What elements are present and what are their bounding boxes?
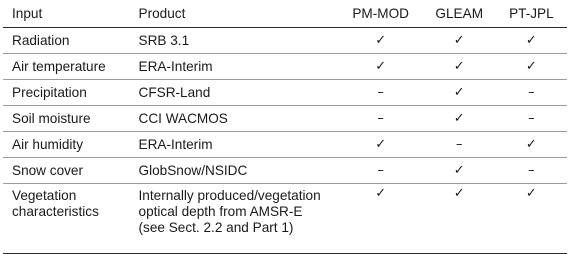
row-input: Snow cover bbox=[12, 162, 84, 178]
row-pm-mod-mark: – bbox=[377, 110, 384, 126]
table-row bbox=[3, 132, 567, 158]
header-row bbox=[3, 0, 567, 28]
row-gleam-mark: ✓ bbox=[453, 58, 465, 74]
row-input: Air temperature bbox=[12, 58, 106, 74]
row-gleam-mark: ✓ bbox=[453, 84, 465, 100]
row-pt-jpl-mark: – bbox=[528, 110, 535, 126]
row-product: CFSR-Land bbox=[138, 84, 211, 100]
row-gleam-mark: ✓ bbox=[453, 186, 465, 201]
row-input: Radiation bbox=[12, 32, 70, 48]
header-pt-jpl: PT-JPL bbox=[509, 5, 554, 21]
row-pm-mod-mark: ✓ bbox=[375, 186, 387, 201]
product-line: Internally produced/vegetation bbox=[138, 188, 321, 203]
row-product: CCI WACMOS bbox=[138, 110, 228, 126]
row-pm-mod-mark: – bbox=[377, 162, 384, 178]
table-row bbox=[3, 28, 567, 54]
row-pm-mod-mark: ✓ bbox=[375, 58, 387, 74]
row-input: Precipitation bbox=[12, 84, 87, 100]
row-pm-mod-mark: ✓ bbox=[375, 32, 387, 48]
table-row bbox=[3, 184, 567, 254]
row-input: Soil moisture bbox=[12, 110, 91, 126]
row-product: SRB 3.1 bbox=[138, 32, 190, 48]
header-input: Input bbox=[12, 5, 43, 21]
row-product: ERA-Interim bbox=[138, 58, 213, 74]
product-line: (see Sect. 2.2 and Part 1) bbox=[138, 220, 294, 235]
row-product bbox=[139, 184, 339, 254]
row-input: Air humidity bbox=[12, 136, 84, 152]
table-row bbox=[3, 54, 567, 80]
input-line: Vegetation bbox=[12, 188, 77, 203]
table-row bbox=[3, 80, 567, 106]
row-pt-jpl-mark: – bbox=[528, 84, 535, 100]
row-pt-jpl-mark: ✓ bbox=[525, 32, 537, 48]
row-gleam-mark: ✓ bbox=[453, 162, 465, 178]
table-body bbox=[3, 28, 567, 254]
row-pm-mod-mark: – bbox=[377, 84, 384, 100]
row-product: ERA-Interim bbox=[138, 136, 213, 152]
row-pt-jpl-mark: – bbox=[528, 162, 535, 178]
header-gleam: GLEAM bbox=[435, 5, 484, 21]
row-pt-jpl-mark: ✓ bbox=[525, 136, 537, 152]
row-pt-jpl-mark: ✓ bbox=[525, 58, 537, 74]
row-gleam-mark: – bbox=[455, 136, 463, 152]
header-product: Product bbox=[138, 5, 186, 21]
row-pm-mod-mark: ✓ bbox=[375, 136, 387, 152]
row-gleam-mark: ✓ bbox=[453, 110, 465, 126]
row-gleam-mark: ✓ bbox=[453, 32, 465, 48]
row-product: GlobSnow/NSIDC bbox=[138, 162, 248, 178]
product-line: optical depth from AMSR-E bbox=[138, 204, 303, 219]
input-line: characteristics bbox=[12, 204, 99, 219]
table-row bbox=[3, 158, 567, 184]
row-pt-jpl-mark: ✓ bbox=[525, 186, 537, 201]
table-header bbox=[3, 0, 567, 28]
input-product-table bbox=[3, 0, 567, 254]
row-input bbox=[3, 184, 139, 254]
table-row bbox=[3, 106, 567, 132]
header-pm-mod: PM-MOD bbox=[352, 5, 409, 21]
